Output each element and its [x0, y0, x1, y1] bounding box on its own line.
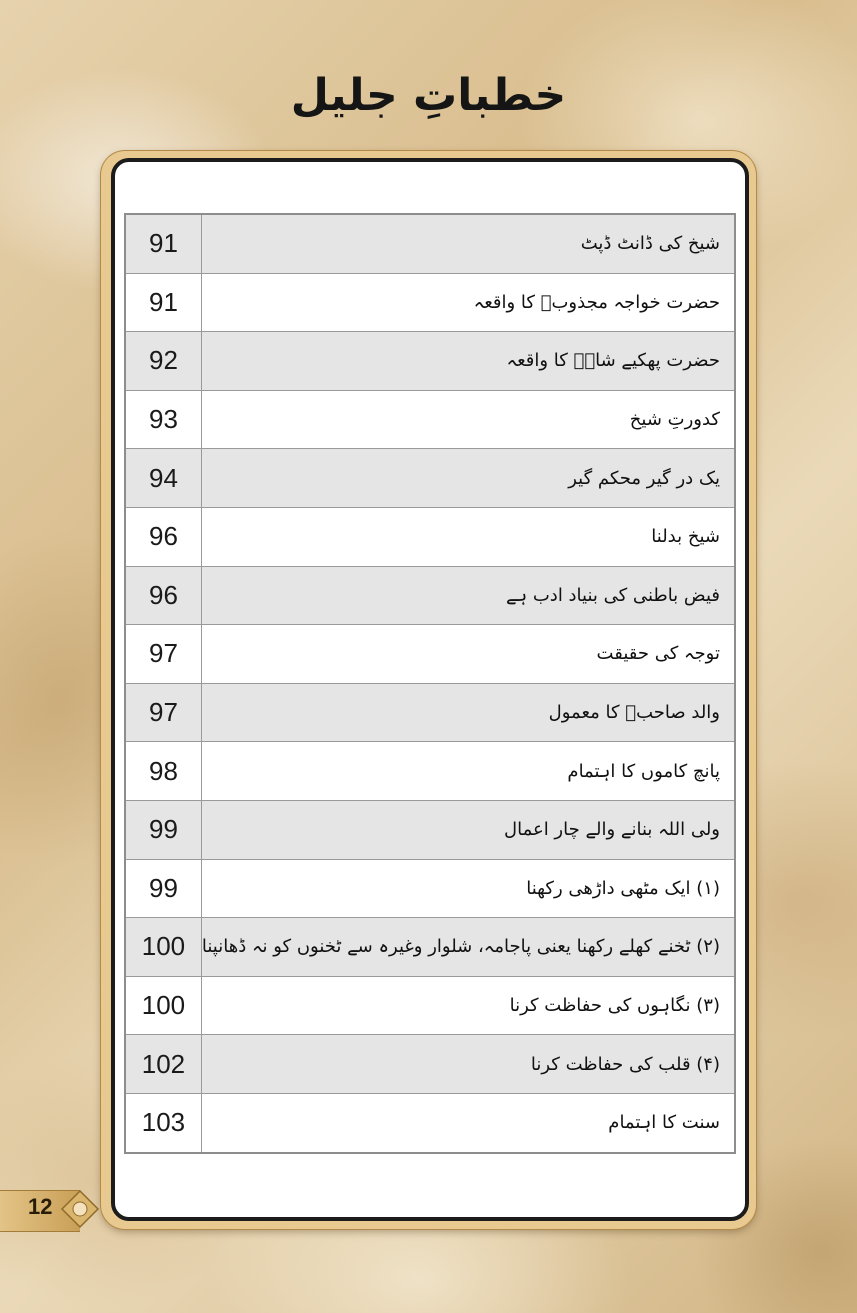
- entry-title: حضرت خواجہ مجذوبؒ کا واقعہ: [201, 273, 735, 332]
- entry-title: (۴) قلب کی حفاظت کرنا: [201, 1035, 735, 1094]
- table-row: [125, 332, 735, 391]
- table-row: [125, 918, 735, 977]
- page-ref: 100: [125, 918, 201, 977]
- table-row: [125, 449, 735, 508]
- table-row: [125, 859, 735, 918]
- page-ref: 93: [125, 390, 201, 449]
- entry-title: (۲) ٹخنے کھلے رکھنا یعنی پاجامہ، شلوار وغیرہ سے ٹخنوں کو نہ ڈھانپنا: [201, 918, 735, 977]
- table-row: [125, 214, 735, 273]
- entry-title: سنت کا اہتمام: [201, 1093, 735, 1152]
- entry-title: کدورتِ شیخ: [201, 390, 735, 449]
- entry-title: (۳) نگاہوں کی حفاظت کرنا: [201, 976, 735, 1035]
- table-row: [125, 507, 735, 566]
- entry-title: (۱) ایک مٹھی داڑھی رکھنا: [201, 859, 735, 918]
- table-row: [125, 800, 735, 859]
- entry-title: حضرت پھکیے شاہؒ کا واقعہ: [201, 332, 735, 391]
- entry-title: شیخ کی ڈانٹ ڈپٹ: [201, 214, 735, 273]
- page-ref: 91: [125, 214, 201, 273]
- entry-title: پانچ کاموں کا اہتمام: [201, 742, 735, 801]
- page-ref: 98: [125, 742, 201, 801]
- table-of-contents: [124, 213, 736, 1154]
- table-row: [125, 625, 735, 684]
- page-ref: 97: [125, 683, 201, 742]
- page-ref: 102: [125, 1035, 201, 1094]
- entry-title: شیخ بدلنا: [201, 507, 735, 566]
- page-ref: 97: [125, 625, 201, 684]
- table-row: [125, 683, 735, 742]
- page-number: 12: [28, 1194, 53, 1219]
- entry-title: توجہ کی حقیقت: [201, 625, 735, 684]
- table-row: [125, 390, 735, 449]
- table-row: [125, 1035, 735, 1094]
- page-ref: 99: [125, 800, 201, 859]
- corner-ornament-icon: [60, 1189, 100, 1229]
- book-title: خطباتِ جلیل: [290, 70, 567, 121]
- page-ref: 96: [125, 566, 201, 625]
- page-ref: 100: [125, 976, 201, 1035]
- entry-title: والد صاحبؒ کا معمول: [201, 683, 735, 742]
- entry-title: ولی اللہ بنانے والے چار اعمال: [201, 800, 735, 859]
- table-row: [125, 1093, 735, 1152]
- page-ref: 94: [125, 449, 201, 508]
- table-row: [125, 566, 735, 625]
- entry-title: یک در گیر محکم گیر: [201, 449, 735, 508]
- entry-title: فیض باطنی کی بنیاد ادب ہے: [201, 566, 735, 625]
- page-ref: 103: [125, 1093, 201, 1152]
- page-ref: 99: [125, 859, 201, 918]
- table-row: [125, 742, 735, 801]
- table-row: [125, 273, 735, 332]
- table-row: [125, 976, 735, 1035]
- page-ref: 96: [125, 507, 201, 566]
- page-ref: 91: [125, 273, 201, 332]
- page-ref: 92: [125, 332, 201, 391]
